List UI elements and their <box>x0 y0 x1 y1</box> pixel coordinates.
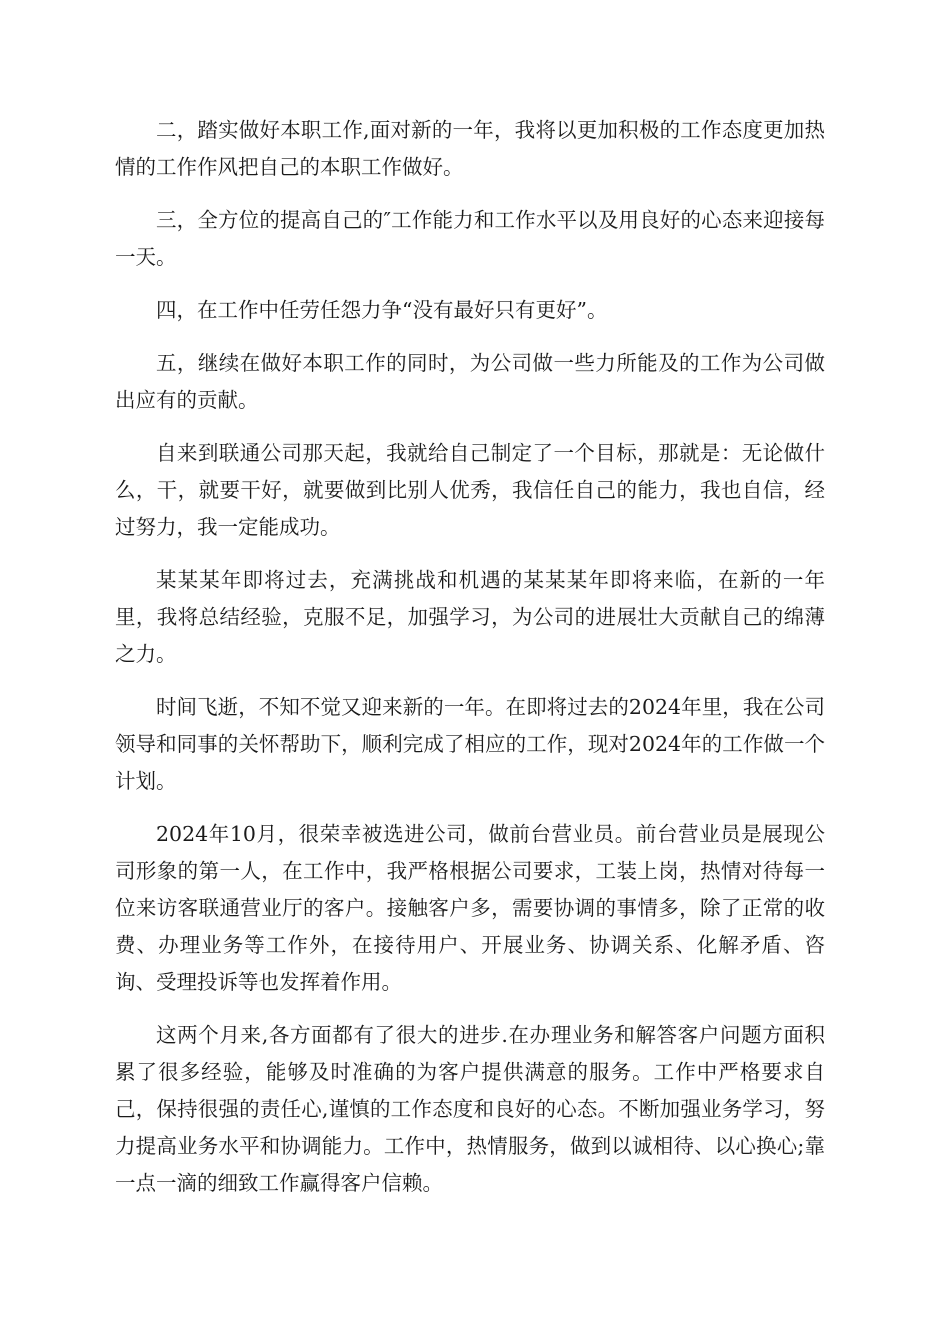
paragraph-5: 五，继续在做好本职工作的同时，为公司做一些力所能及的工作为公司做出应有的贡献。 <box>115 351 825 412</box>
paragraph-plan-intro: 时间飞逝，不知不觉又迎来新的一年。在即将过去的2024年里，我在公司领导和同事的关怀帮助下，顺利完成了相应的工作，现对2024年的工作做一个计划。 <box>115 695 825 793</box>
document-body <box>115 112 825 1218</box>
paragraph-new-year: 某某某年即将过去，充满挑战和机遇的某某某年即将来临，在新的一年里，我将总结经验，克服不足，加强学习，为公司的进展壮大贡献自己的绵薄之力。 <box>115 568 825 666</box>
paragraph-goal: 自来到联通公司那天起，我就给自己制定了一个目标，那就是：无论做什么，干，就要干好，就要做到比别人优秀，我信任自己的能力，我也自信，经过努力，我一定能成功。 <box>115 441 825 539</box>
paragraph-4: 四，在工作中任劳任怨力争“没有最好只有更好”。 <box>156 298 608 322</box>
paragraph-3: 三，全方位的提高自己的″工作能力和工作水平以及用良好的心态来迎接每一天。 <box>115 208 825 269</box>
paragraph-front-desk: 2024年10月，很荣幸被选进公司，做前台营业员。前台营业员是展现公司形象的第一人，在工作中，我严格根据公司要求，工装上岗，热情对待每一位来访客联通营业厅的客户。接触客户多，需要协调的事情多，除了正常的收费、办理业务等工作外，在接待用户、开展业务、协调关系、化解矛盾、咨询、受理投诉等也发挥着作用。 <box>115 822 825 994</box>
paragraph-2: 二，踏实做好本职工作,面对新的一年，我将以更加积极的工作态度更加热情的工作作风把自己的本职工作做好。 <box>115 118 825 179</box>
paragraph-progress: 这两个月来,各方面都有了很大的进步.在办理业务和解答客户问题方面积累了很多经验，能够及时准确的为客户提供满意的服务。工作中严格要求自己，保持很强的责任心,谨慎的工作态度和良好的心态。不断加强业务学习，努力提高业务水平和协调能力。工作中，热情服务，做到以诚相待、以心换心;靠一点一滴的细致工作赢得客户信赖。 <box>115 1023 825 1195</box>
